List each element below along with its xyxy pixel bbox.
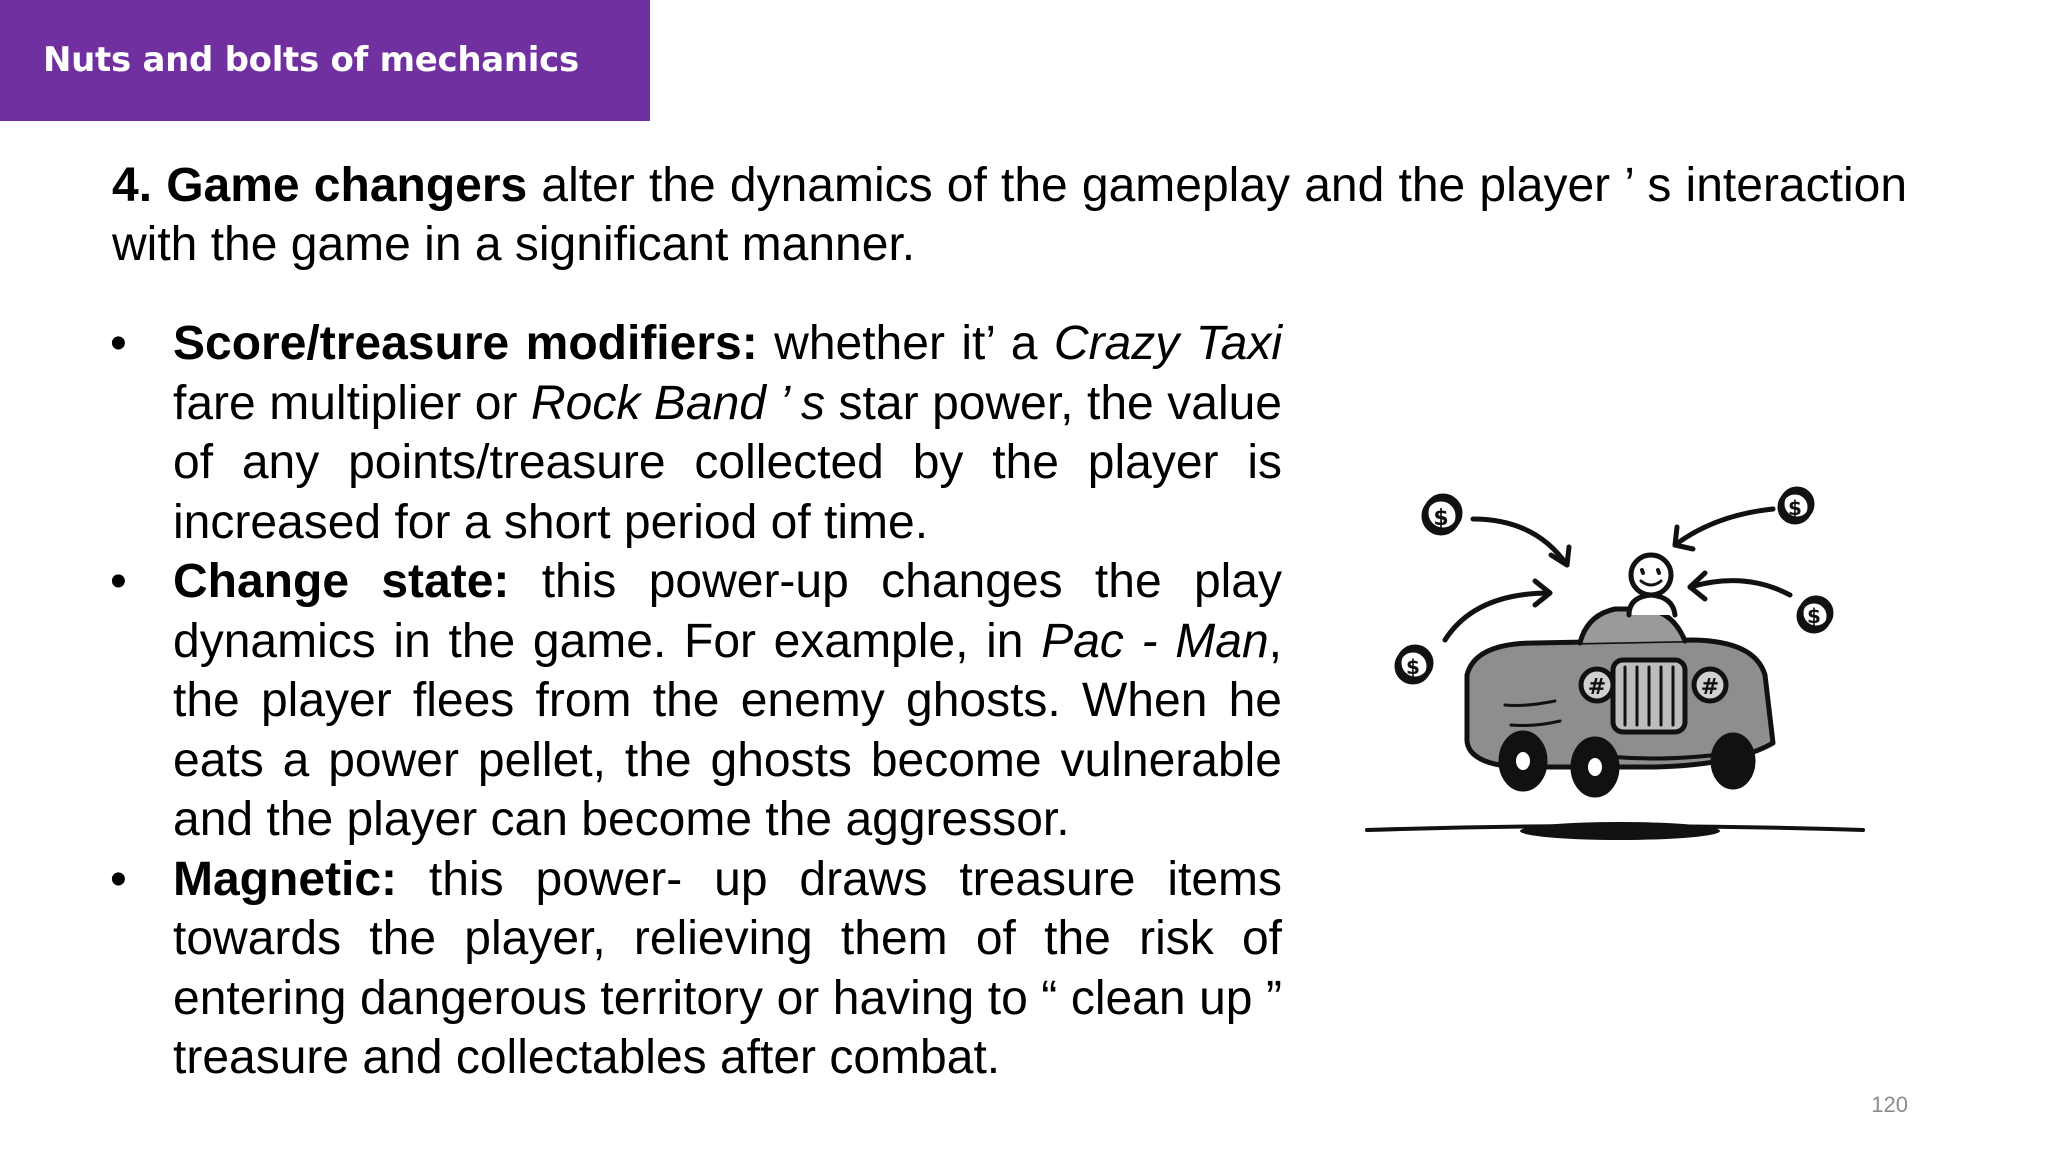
page-number: 120 <box>1871 1092 1908 1117</box>
bullet-marker: • <box>110 852 127 906</box>
bullet-text: fare multiplier or <box>173 376 531 430</box>
car-symbol: # <box>1587 675 1607 700</box>
bullet-label: Change state: <box>173 555 510 608</box>
game-title: Pac - Man <box>1041 614 1269 668</box>
bullet-text: , the player flees from the enemy ghosts. When he eats a power pellet, the ghosts become vulnerable and the player can become the aggressor. <box>173 614 1283 846</box>
bullet-text: this power-up changes the play dynamics in the game. For example, in <box>173 555 1282 668</box>
bullet-marker: • <box>110 555 127 608</box>
intro-text: alter the dynamics of the gameplay and the player ’ s interaction with the game in a significant manner. <box>112 159 1908 271</box>
list-item <box>110 850 1282 1088</box>
header-bar <box>0 0 650 121</box>
slide-title: Nuts and bolts of mechanics <box>43 40 579 80</box>
bullet-label: Magnetic: <box>173 852 398 906</box>
bullet-label: Score/treasure modifiers: <box>173 317 758 370</box>
coin-symbol: $ <box>1807 604 1821 628</box>
coin-symbol: $ <box>1788 496 1802 520</box>
bullet-list <box>110 314 1282 1088</box>
intro-bold: 4. Game changers <box>112 159 528 212</box>
intro-paragraph <box>112 156 1907 274</box>
game-title: Rock Band ’ s <box>530 376 826 430</box>
list-item <box>110 552 1282 850</box>
bullet-text: whether it’ a <box>757 317 1054 370</box>
car-collecting-coins-icon <box>1355 475 1875 855</box>
game-title: Crazy Taxi <box>1053 317 1282 370</box>
list-item <box>110 314 1282 552</box>
coin-symbol: $ <box>1406 655 1420 679</box>
bullet-marker: • <box>110 317 127 370</box>
coin-symbol: $ <box>1433 506 1449 531</box>
car-symbol: # <box>1700 675 1720 700</box>
bullet-text: this power- up draws treasure items towards the player, relieving them of the risk of entering dangerous territory or having to “ clean up ” treasure and collectables after combat. <box>173 852 1282 1084</box>
bullet-text: star power, the value of any points/treasure collected by the player is increased for a short period of time. <box>173 376 1282 549</box>
